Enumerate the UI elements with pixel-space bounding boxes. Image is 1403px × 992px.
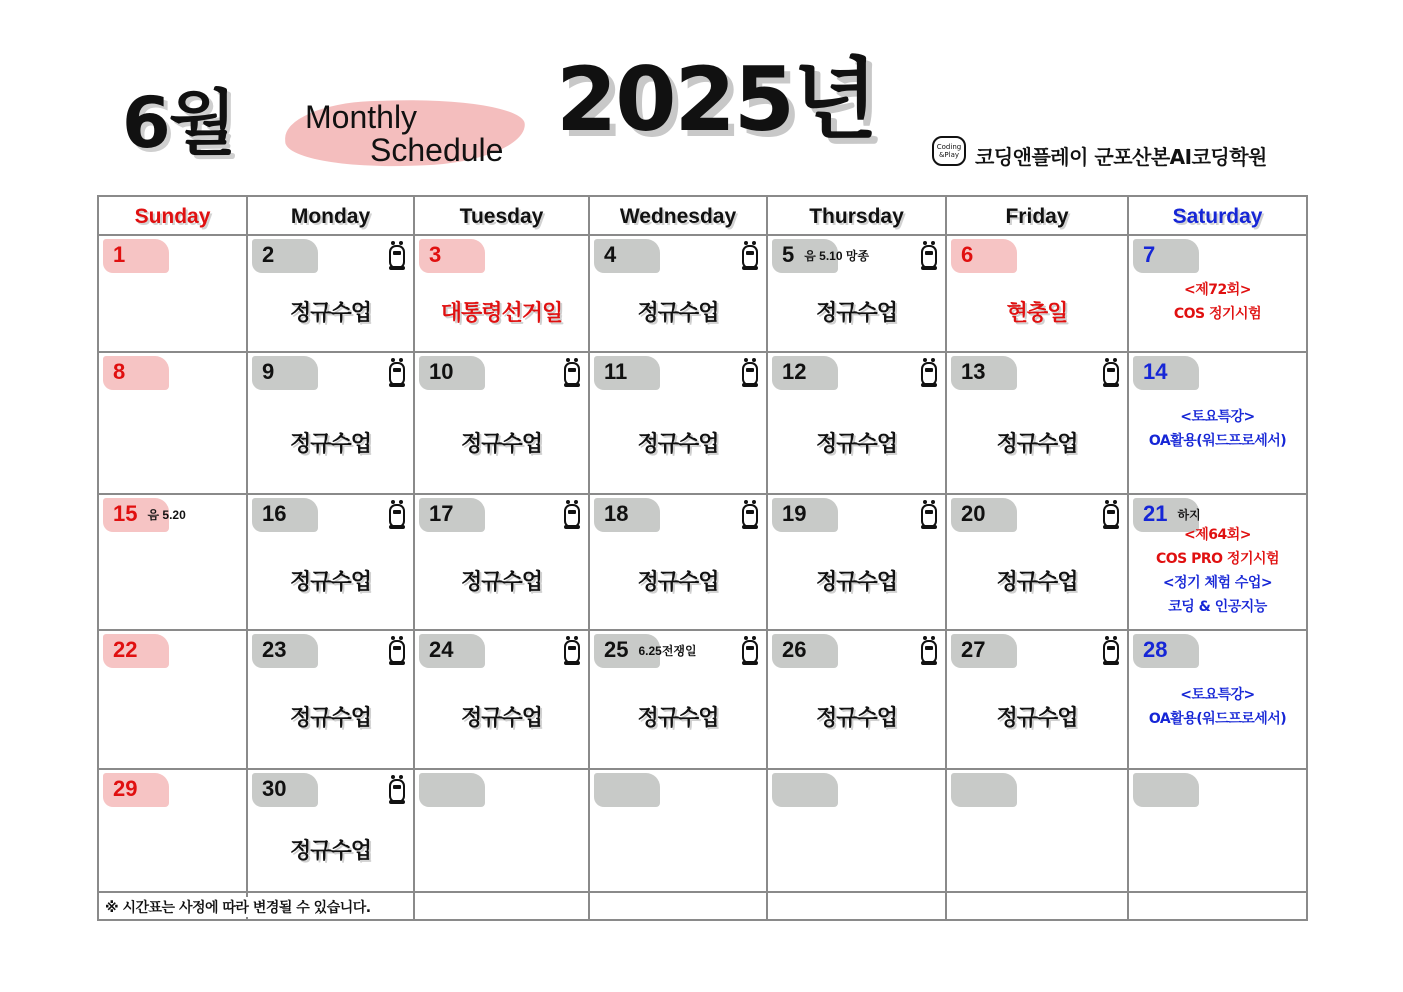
date-number-text: 15 xyxy=(113,501,138,526)
week-row xyxy=(99,768,1306,894)
day-cell[interactable] xyxy=(947,353,1129,493)
date-number xyxy=(782,359,806,385)
date-number-text: 9 xyxy=(262,359,275,384)
event-detail: OA활용(워드프로세서) xyxy=(1148,711,1287,727)
footer-divider xyxy=(945,893,947,919)
event-label: 대통령선거일 xyxy=(440,301,563,326)
event-detail: <제72회> xyxy=(1184,282,1251,298)
date-number xyxy=(262,776,286,802)
date-number-text: 20 xyxy=(961,501,986,526)
date-number-text: 17 xyxy=(429,501,454,526)
robot-mascot-icon xyxy=(387,240,407,272)
day-cell[interactable] xyxy=(248,353,415,493)
date-highlight xyxy=(419,773,485,807)
event-detail: <제64회> xyxy=(1184,527,1251,543)
day-cell[interactable] xyxy=(248,236,415,351)
date-number-text: 22 xyxy=(113,637,138,662)
event-label: 정규수업 xyxy=(996,432,1078,457)
day-cell[interactable] xyxy=(248,770,415,894)
day-cell[interactable] xyxy=(768,495,947,629)
event-label: 정규수업 xyxy=(289,570,371,595)
day-cell[interactable] xyxy=(1129,631,1306,768)
date-number xyxy=(961,359,985,385)
day-cell[interactable] xyxy=(415,495,590,629)
robot-mascot-icon xyxy=(387,499,407,531)
robot-mascot-icon xyxy=(387,635,407,667)
date-number-text: 23 xyxy=(262,637,287,662)
event-label: 정규수업 xyxy=(996,570,1078,595)
date-number xyxy=(262,637,286,663)
day-cell[interactable] xyxy=(248,631,415,768)
robot-mascot-icon xyxy=(919,240,939,272)
date-number xyxy=(1143,242,1155,268)
weekday-thursday: Thursday xyxy=(768,197,947,236)
robot-mascot-icon xyxy=(1101,499,1121,531)
date-number-text: 5 xyxy=(782,242,795,267)
event-detail: 코딩 & 인공지능 xyxy=(1168,599,1267,615)
schedule-label: Schedule xyxy=(370,132,504,168)
event-label: 정규수업 xyxy=(815,706,897,731)
date-number-text: 4 xyxy=(604,242,617,267)
date-number xyxy=(782,242,869,269)
footer-divider xyxy=(1127,893,1129,919)
day-cell[interactable] xyxy=(1129,236,1306,351)
weekday-sunday: Sunday xyxy=(99,197,248,236)
date-number-text: 14 xyxy=(1143,359,1168,384)
date-number xyxy=(1143,637,1167,663)
robot-mascot-icon xyxy=(919,635,939,667)
date-number-text: 8 xyxy=(113,359,126,384)
date-number-text: 30 xyxy=(262,776,287,801)
event-label: 정규수업 xyxy=(815,432,897,457)
day-cell[interactable] xyxy=(590,353,768,493)
date-number-text: 16 xyxy=(262,501,287,526)
day-cell[interactable] xyxy=(947,495,1129,629)
event-label: 정규수업 xyxy=(637,570,719,595)
weekday-monday: Monday xyxy=(248,197,415,236)
weekday-friday: Friday xyxy=(947,197,1129,236)
day-cell[interactable] xyxy=(415,236,590,351)
date-note: 음 5.20 xyxy=(147,508,186,523)
robot-mascot-icon xyxy=(387,357,407,389)
footer-row xyxy=(99,891,1306,919)
date-number xyxy=(604,359,627,385)
date-number xyxy=(262,359,274,385)
robot-mascot-icon xyxy=(1101,635,1121,667)
robot-mascot-icon xyxy=(562,635,582,667)
year-title: 2025년 xyxy=(556,48,876,151)
robot-mascot-icon xyxy=(562,357,582,389)
date-number xyxy=(262,242,274,268)
date-highlight xyxy=(951,773,1017,807)
robot-mascot-icon xyxy=(919,499,939,531)
date-number-text: 11 xyxy=(604,359,628,384)
date-highlight xyxy=(772,773,838,807)
day-cell[interactable] xyxy=(768,770,947,894)
day-cell[interactable] xyxy=(947,770,1129,894)
date-note: 6.25전쟁일 xyxy=(638,644,697,659)
date-number-text: 3 xyxy=(429,242,442,267)
robot-mascot-icon xyxy=(387,774,407,806)
day-cell[interactable] xyxy=(1129,495,1306,629)
date-number-text: 27 xyxy=(961,637,986,662)
week-row xyxy=(99,629,1306,768)
date-number xyxy=(961,501,985,527)
week-row xyxy=(99,234,1306,351)
date-number-text: 21 xyxy=(1143,501,1168,526)
week-row xyxy=(99,351,1306,493)
footer-divider xyxy=(413,893,415,919)
brand-logo-icon: Coding &Play xyxy=(932,136,966,166)
date-number xyxy=(429,501,453,527)
date-number-text: 25 xyxy=(604,637,629,662)
event-label: 정규수업 xyxy=(460,570,542,595)
day-cell[interactable] xyxy=(415,353,590,493)
robot-mascot-icon xyxy=(740,240,760,272)
date-note: 음 5.10 망종 xyxy=(804,249,870,264)
date-number-text: 6 xyxy=(961,242,974,267)
date-number-text: 1 xyxy=(113,242,126,267)
date-number xyxy=(429,637,453,663)
date-number xyxy=(113,501,186,528)
date-number xyxy=(113,242,125,268)
date-highlight xyxy=(1133,773,1199,807)
date-number xyxy=(1143,359,1167,385)
date-number-text: 26 xyxy=(782,637,807,662)
date-number-text: 18 xyxy=(604,501,629,526)
event-label: 정규수업 xyxy=(637,706,719,731)
calendar-grid xyxy=(97,195,1308,921)
weekday-wednesday: Wednesday xyxy=(590,197,768,236)
day-cell[interactable] xyxy=(1129,770,1306,894)
footer-divider xyxy=(766,893,768,919)
day-cell[interactable] xyxy=(99,236,248,351)
robot-mascot-icon xyxy=(740,635,760,667)
date-number xyxy=(113,637,137,663)
day-cell[interactable] xyxy=(590,495,768,629)
date-number xyxy=(604,242,616,268)
date-number-text: 28 xyxy=(1143,637,1168,662)
weekday-saturday: Saturday xyxy=(1172,205,1263,228)
day-cell[interactable] xyxy=(768,353,947,493)
date-number-text: 12 xyxy=(782,359,807,384)
day-cell[interactable] xyxy=(99,631,248,768)
brand-name: 코딩앤플레이 군포산본AI코딩학원 xyxy=(975,145,1267,169)
robot-mascot-icon xyxy=(1101,357,1121,389)
event-detail: OA활용(워드프로세서) xyxy=(1148,433,1287,449)
event-label: 정규수업 xyxy=(460,706,542,731)
event-detail: COS 정기시험 xyxy=(1173,306,1262,322)
date-number-text: 13 xyxy=(961,359,986,384)
event-label: 정규수업 xyxy=(637,301,719,326)
date-note: 하지 xyxy=(1177,508,1201,523)
weekday-header-row xyxy=(99,197,1306,236)
date-number xyxy=(782,501,806,527)
event-detail: COS PRO 정기시험 xyxy=(1155,551,1280,567)
event-detail: <토요특강> xyxy=(1180,687,1255,703)
date-number-text: 10 xyxy=(429,359,454,384)
date-number xyxy=(113,776,137,802)
date-number xyxy=(961,637,985,663)
date-number-text: 2 xyxy=(262,242,275,267)
date-number xyxy=(429,359,453,385)
date-number xyxy=(782,637,806,663)
event-label: 정규수업 xyxy=(289,706,371,731)
day-cell[interactable] xyxy=(947,236,1129,351)
day-cell[interactable] xyxy=(415,631,590,768)
day-cell[interactable] xyxy=(590,631,768,768)
date-number xyxy=(262,501,286,527)
day-cell[interactable] xyxy=(590,770,768,894)
date-number xyxy=(113,359,125,385)
event-label: 정규수업 xyxy=(289,301,371,326)
robot-mascot-icon xyxy=(562,499,582,531)
day-cell[interactable] xyxy=(1129,353,1306,493)
day-cell[interactable] xyxy=(99,770,248,894)
robot-mascot-icon xyxy=(740,499,760,531)
day-cell[interactable] xyxy=(99,353,248,493)
event-detail: <정기 체험 수업> xyxy=(1162,575,1273,591)
robot-mascot-icon xyxy=(740,357,760,389)
day-cell[interactable] xyxy=(99,495,248,629)
day-cell[interactable] xyxy=(248,495,415,629)
event-label: 정규수업 xyxy=(996,706,1078,731)
day-cell[interactable] xyxy=(415,770,590,894)
date-number-text: 7 xyxy=(1143,242,1156,267)
weekday-tuesday: Tuesday xyxy=(415,197,590,236)
event-label: 정규수업 xyxy=(289,839,371,864)
robot-mascot-icon xyxy=(919,357,939,389)
footer-note: ※ 시간표는 사정에 따라 변경될 수 있습니다. xyxy=(105,897,375,917)
footer-divider xyxy=(588,893,590,919)
day-cell[interactable] xyxy=(768,236,947,351)
date-number xyxy=(429,242,441,268)
event-detail: <토요특강> xyxy=(1180,409,1255,425)
event-label: 정규수업 xyxy=(289,432,371,457)
event-label: 정규수업 xyxy=(815,301,897,326)
event-label: 정규수업 xyxy=(460,432,542,457)
date-number xyxy=(604,501,628,527)
event-label: 현충일 xyxy=(1006,301,1068,326)
day-cell[interactable] xyxy=(768,631,947,768)
date-number xyxy=(961,242,973,268)
day-cell[interactable] xyxy=(947,631,1129,768)
date-highlight xyxy=(594,773,660,807)
date-number xyxy=(604,637,697,664)
date-number-text: 29 xyxy=(113,776,138,801)
month-title: 6월 xyxy=(122,82,235,164)
event-label: 정규수업 xyxy=(637,432,719,457)
date-number-text: 19 xyxy=(782,501,807,526)
monthly-label: Monthly xyxy=(305,99,418,135)
week-row xyxy=(99,493,1306,629)
date-number-text: 24 xyxy=(429,637,454,662)
day-cell[interactable] xyxy=(590,236,768,351)
event-label: 정규수업 xyxy=(815,570,897,595)
